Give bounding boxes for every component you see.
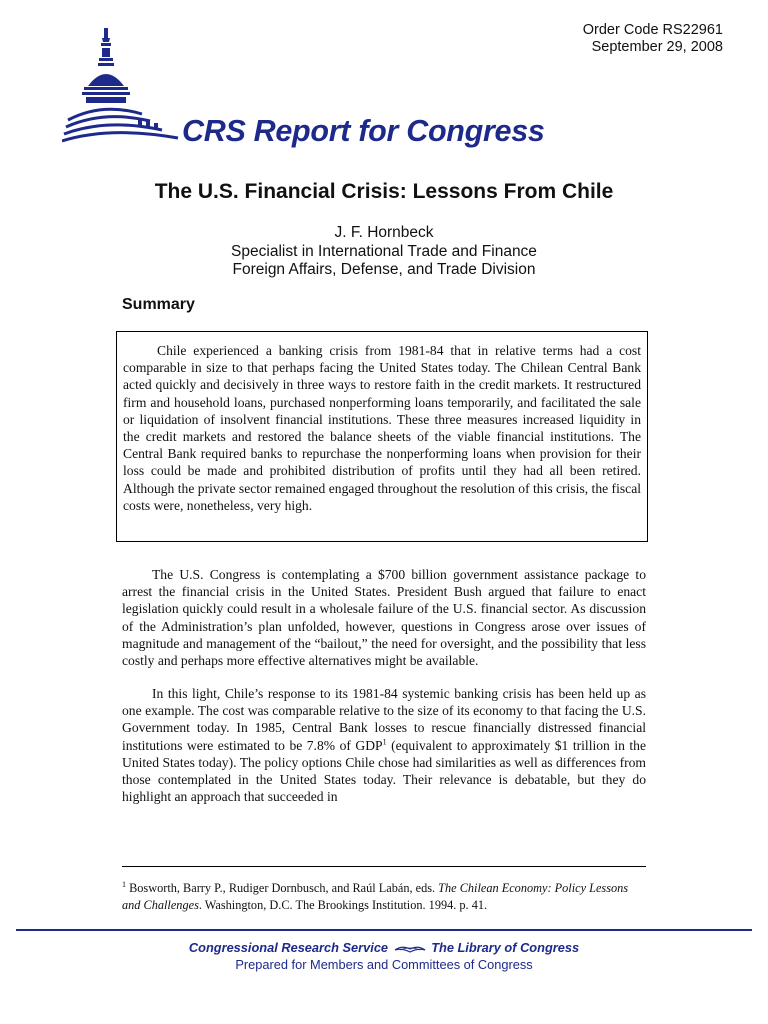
footnote-marker: 1 — [122, 879, 126, 889]
footnote — [122, 880, 646, 914]
paragraph-2-text-end: (equivalent to approximately $1 trillion in the United States today). The policy options Chile chose had similarities as well as differences from those contemplated in the United States today. Their relevance is debatable, but they do highlight an approach that succeeded in — [122, 737, 646, 805]
capitol-dome-logo-icon — [62, 26, 192, 156]
report-series-title: CRS Report for Congress — [182, 114, 545, 148]
footer-divider — [16, 929, 752, 931]
report-date: September 29, 2008 — [591, 39, 723, 55]
author-block — [0, 224, 768, 280]
summary-box — [116, 331, 648, 542]
footnote-authors: Bosworth, Barry P., Rudiger Dornbusch, and Raúl Labán, eds. — [126, 881, 439, 895]
body-paragraph-2 — [122, 685, 646, 805]
footnote-book-title: The Chilean Economy: Policy Lessons and Challenges — [122, 881, 629, 912]
footer-prepared-for: Prepared for Members and Committees of Congress — [235, 957, 533, 972]
author-position: Specialist in International Trade and Finance — [231, 242, 537, 260]
footer-organizations — [0, 940, 768, 955]
eagle-divider-icon — [394, 944, 426, 954]
order-code-block — [583, 22, 723, 56]
summary-heading: Summary — [122, 296, 195, 313]
document-title: The U.S. Financial Crisis: Lessons From Chile — [154, 180, 614, 203]
paragraph-2-text-start: In this light, Chile’s response to its 1981-84 systemic banking crisis has been held up as one example. The cost was comparable relative to the size of its economy to that facing the U.S. Government today. In 1985, Central Bank losses to rescue financially distressed financial institutions were estimated to be 7.8% of GDP — [122, 686, 646, 753]
footnote-divider — [122, 866, 646, 867]
footnote-reference[interactable]: 1 — [382, 737, 387, 747]
summary-text: Chile experienced a banking crisis from 1981-84 that in relative terms had a cost comparable in size to that perhaps facing the United States today. The Chilean Central Bank acted quickly and decisively in three ways to restore faith in the credit markets. It restructured firm and household loans, purchased nonperforming loans temporarily, and facilitated the sale or liquidation of insolvent financial institutions. These three measures increased liquidity in the credit markets and restored the balance sheets of the viable financial institutions. The Central Bank required banks to repurchase the nonperforming loans when provision for their loss could be made and prohibited distribution of profits until they had all been retired. Although the private sector remained engaged throughout the resolution of this crisis, the fiscal costs were, nonetheless, very high. — [123, 343, 641, 513]
footnote-publication: . Washington, D.C. The Brookings Institution. 1994. p. 41. — [198, 898, 488, 912]
body-paragraph-1: The U.S. Congress is contemplating a $700 billion government assistance package to arrest the financial crisis in the United States. President Bush argued that failure to enact legislation quickly could result in a wholesale failure of the U.S. financial sector. As discussion of the Administration’s plan unfolded, however, questions in Congress arose over issues of magnitude and management of the “bailout,” the need for oversight, and the possibility that less costly and perhaps more effective alternatives might be available. — [122, 567, 646, 669]
footer-loc: The Library of Congress — [431, 940, 580, 955]
author-name: J. F. Hornbeck — [334, 224, 434, 241]
author-division: Foreign Affairs, Defense, and Trade Division — [232, 261, 536, 278]
order-code: Order Code RS22961 — [582, 22, 723, 38]
footer-crs: Congressional Research Service — [188, 940, 389, 955]
